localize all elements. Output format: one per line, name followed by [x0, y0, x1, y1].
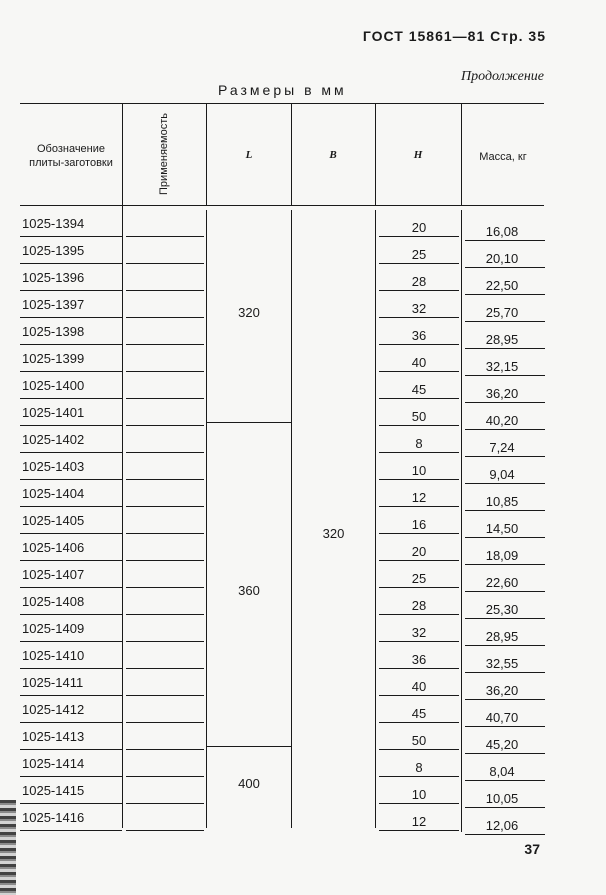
table-row	[0, 453, 606, 480]
mass-cell: 32,55	[485, 656, 519, 671]
L-header: L	[245, 149, 253, 161]
H-cell: 12	[411, 814, 427, 829]
designation-cell: 1025-1401	[22, 405, 85, 420]
B-header: B	[329, 149, 337, 161]
mass-cell: 45,20	[485, 737, 519, 752]
H-cell: 50	[411, 409, 427, 424]
table-row	[0, 561, 606, 588]
designation-cell: 1025-1399	[22, 351, 85, 366]
mass-cell: 36,20	[485, 683, 519, 698]
page-number: 37	[524, 841, 540, 857]
mass-cell: 25,30	[485, 602, 519, 617]
H-cell: 28	[411, 274, 427, 289]
applicability-header: Применяемость	[158, 113, 171, 195]
table-row	[0, 642, 606, 669]
mass-cell: 36,20	[485, 386, 519, 401]
designation-cell: 1025-1410	[22, 648, 85, 663]
mass-cell: 14,50	[485, 521, 519, 536]
designation-cell: 1025-1408	[22, 594, 85, 609]
designation-cell: 1025-1414	[22, 756, 85, 771]
table-row	[0, 264, 606, 291]
header-divider	[461, 103, 462, 206]
table-row	[0, 669, 606, 696]
designation-cell: 1025-1413	[22, 729, 85, 744]
mass-cell: 8,04	[489, 764, 515, 779]
designation-cell: 1025-1411	[22, 675, 84, 690]
header-divider	[375, 103, 376, 206]
table-row	[0, 534, 606, 561]
designation-cell: 1025-1398	[22, 324, 85, 339]
table-header-rule	[20, 205, 544, 206]
header-divider	[206, 103, 207, 206]
binding-edge	[0, 800, 16, 895]
table-row	[0, 237, 606, 264]
table-top-rule	[20, 103, 544, 104]
designation-cell: 1025-1405	[22, 513, 85, 528]
mass-cell: 28,95	[485, 332, 519, 347]
mass-cell: 32,15	[485, 359, 519, 374]
mass-cell: 7,24	[489, 440, 515, 455]
H-cell: 8	[415, 760, 423, 775]
row-rule	[465, 834, 545, 835]
mass-cell: 20,10	[485, 251, 519, 266]
H-cell: 10	[411, 463, 427, 478]
table-row	[0, 804, 606, 831]
mass-cell: 25,70	[485, 305, 519, 320]
designation-cell: 1025-1395	[22, 243, 85, 258]
table-row	[0, 345, 606, 372]
designation-cell: 1025-1394	[22, 216, 85, 231]
table-row	[0, 507, 606, 534]
H-cell: 28	[411, 598, 427, 613]
table-row	[0, 777, 606, 804]
L-group-value: 400	[238, 776, 260, 791]
designation-cell: 1025-1396	[22, 270, 85, 285]
table-row	[0, 426, 606, 453]
mass-cell: 40,70	[485, 710, 519, 725]
L-group-value: 360	[238, 583, 260, 598]
mass-cell: 22,60	[485, 575, 519, 590]
designation-cell: 1025-1416	[22, 810, 85, 825]
H-cell: 25	[411, 571, 427, 586]
table-row	[0, 696, 606, 723]
mass-header: Масса, кг	[479, 151, 527, 163]
H-cell: 12	[411, 490, 427, 505]
designation-cell: 1025-1397	[22, 297, 85, 312]
H-cell: 32	[411, 625, 427, 640]
designation-cell: 1025-1402	[22, 432, 85, 447]
sizes-caption: Размеры в мм	[218, 82, 347, 98]
L-group-value: 320	[238, 305, 260, 320]
designation-header: Обозначение плиты-заготовки	[29, 143, 113, 169]
mass-cell: 40,20	[485, 413, 519, 428]
H-cell: 8	[415, 436, 423, 451]
table-row	[0, 750, 606, 777]
H-cell: 36	[411, 652, 427, 667]
H-header: H	[413, 149, 423, 161]
H-cell: 20	[411, 544, 427, 559]
row-rule	[379, 830, 459, 831]
mass-cell: 9,04	[489, 467, 515, 482]
mass-cell: 22,50	[485, 278, 519, 293]
designation-cell: 1025-1412	[22, 702, 85, 717]
header-divider	[291, 103, 292, 206]
standard-header: ГОСТ 15861—81 Стр. 35	[362, 28, 546, 44]
row-rule	[20, 830, 122, 831]
mass-cell: 12,06	[485, 818, 519, 833]
designation-cell: 1025-1409	[22, 621, 85, 636]
designation-cell: 1025-1404	[22, 486, 85, 501]
mass-cell: 10,85	[485, 494, 519, 509]
designation-cell: 1025-1407	[22, 567, 85, 582]
mass-cell: 18,09	[485, 548, 519, 563]
table-row	[0, 615, 606, 642]
B-group-value: 320	[322, 526, 345, 541]
H-cell: 40	[411, 679, 427, 694]
table-row	[0, 723, 606, 750]
H-cell: 40	[411, 355, 427, 370]
row-rule	[126, 830, 204, 831]
table-row	[0, 372, 606, 399]
mass-cell: 16,08	[485, 224, 519, 239]
table-row	[0, 480, 606, 507]
H-cell: 36	[411, 328, 427, 343]
H-cell: 50	[411, 733, 427, 748]
H-cell: 45	[411, 382, 427, 397]
table-row	[0, 399, 606, 426]
designation-cell: 1025-1406	[22, 540, 85, 555]
mass-cell: 28,95	[485, 629, 519, 644]
H-cell: 25	[411, 247, 427, 262]
H-cell: 20	[411, 220, 427, 235]
H-cell: 10	[411, 787, 427, 802]
continuation-label: Продолжение	[461, 69, 544, 84]
table-row	[0, 588, 606, 615]
designation-cell: 1025-1400	[22, 378, 85, 393]
H-cell: 45	[411, 706, 427, 721]
table-row	[0, 210, 606, 237]
designation-cell: 1025-1403	[22, 459, 85, 474]
designation-cell: 1025-1415	[22, 783, 85, 798]
mass-cell: 10,05	[485, 791, 519, 806]
table-row	[0, 318, 606, 345]
H-cell: 16	[411, 517, 427, 532]
table-row	[0, 291, 606, 318]
header-divider	[122, 103, 123, 206]
H-cell: 32	[411, 301, 427, 316]
